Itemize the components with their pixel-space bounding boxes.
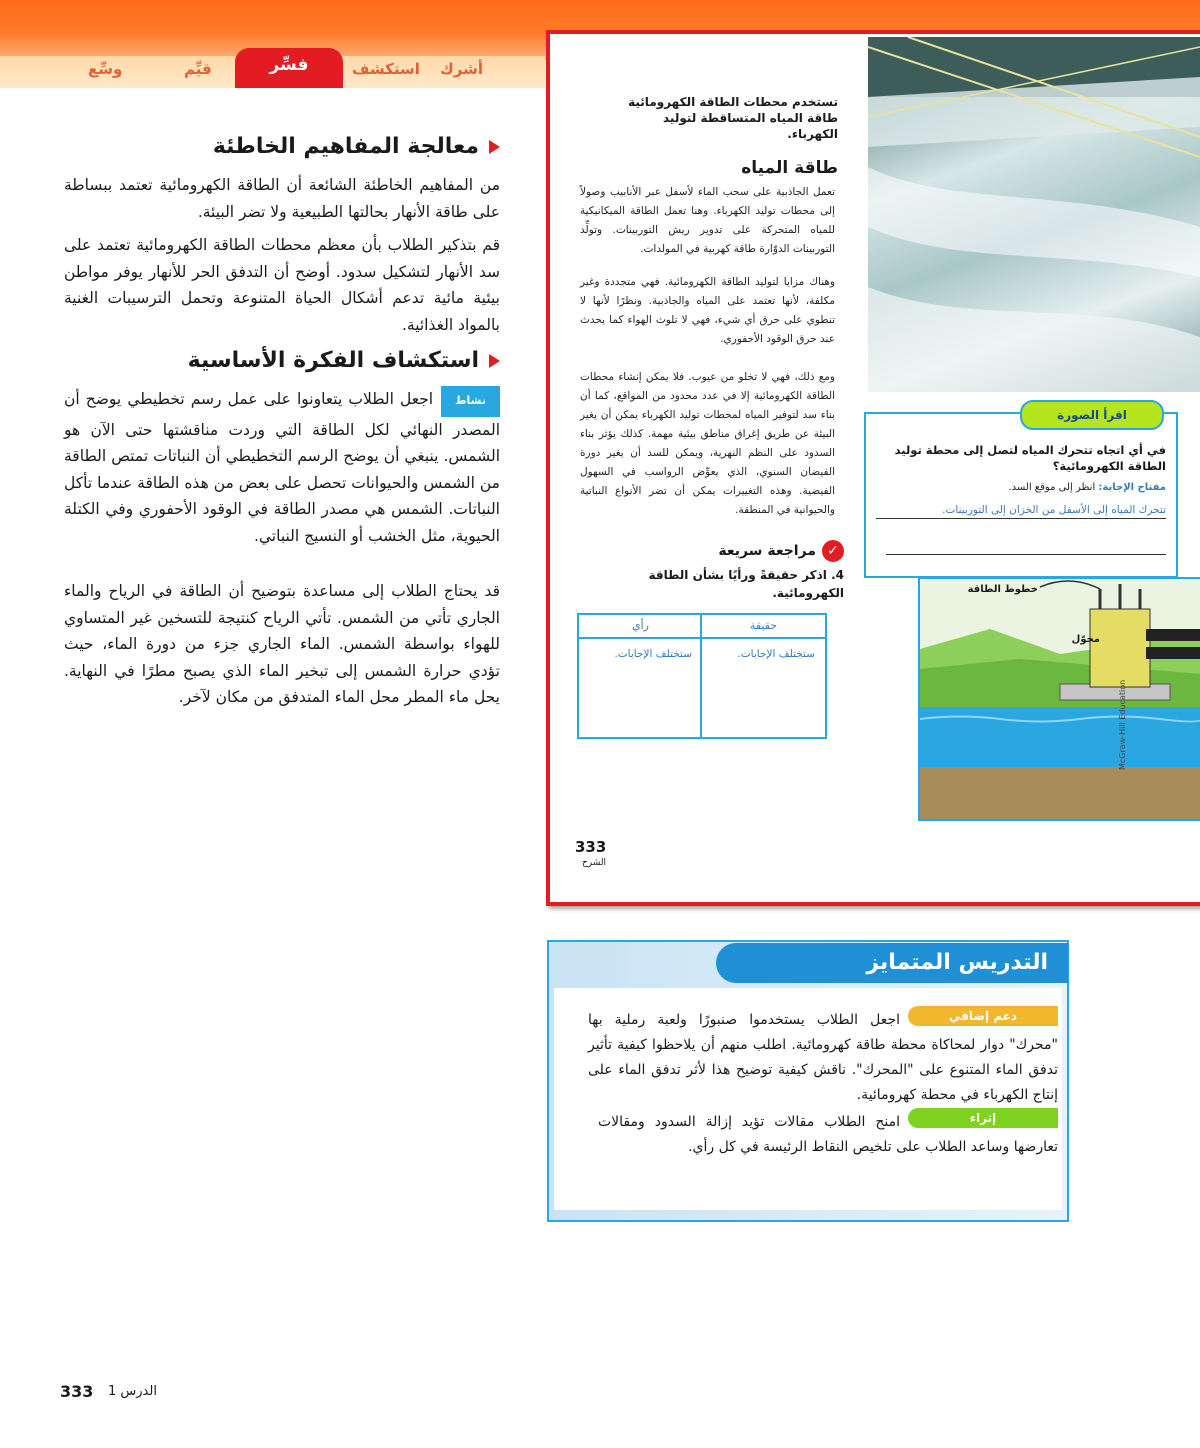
- power-lines-label: خطوط الطاقة: [967, 584, 1038, 595]
- tab-engage[interactable]: أشرك: [440, 60, 483, 78]
- differentiated-title: التدريس المتمايز: [716, 943, 1068, 983]
- misconceptions-heading: معالجة المفاهيم الخاطئة: [213, 134, 500, 159]
- fact-opinion-table: [577, 613, 827, 739]
- paragraph: قم بتذكير الطلاب بأن معظم محطات الطاقة الكهرومائية تعتمد على سد الأنهار لتشكيل سدود. أوضح أن التدفق الحر للأنهار يوفر مواطن بيئية مائية تدعم أشكال الحياة المتنوعة وتحمل الترسيبات الغنية بالمواد الغذائية.: [64, 236, 500, 334]
- footer-lesson: الدرس 1: [108, 1384, 157, 1399]
- tab-bar: [0, 56, 545, 88]
- dam-diagram: [918, 577, 1200, 821]
- reading-check-tab: اقرأ الصورة: [1020, 400, 1164, 430]
- triangle-icon: [489, 354, 500, 368]
- paragraph: ومع ذلك، فهي لا تخلو من عيوب. فلا يمكن إنشاء محطات الطاقة الكهرومائية إلا في عدد محدود من المواقع، كما أن بناء سد لتوفير المياه لمحطات توليد الكهرباء يمكن أن يغير البيئة عن طريق إغراق مناطق بيئية مهمة. كذلك يؤثر بناء السدود على النظم النهرية، ويمكن للسد أن يغير دورة الفيضان السنوي، الذي يعوِّض الرواسب في السهول الفيضية. وهذه التغييرات يمكن أن تضر الأنواع النباتية والحيوانية في المنطقة.: [580, 371, 835, 516]
- triangle-icon: [489, 140, 500, 154]
- clue-line: مفتاح الإجابة: انظر إلى موقع السد.: [1008, 482, 1166, 493]
- tab-explore[interactable]: استكشف: [352, 60, 420, 78]
- extra-support-tag: دعم إضافي: [908, 1006, 1058, 1026]
- table-cell: ستختلف الإجابات.: [737, 648, 815, 660]
- question-4: 4. اذكر حقيقةً ورأيًا بشأن الطاقة الكهرومائية.: [648, 568, 844, 600]
- diagram-art: [920, 579, 1200, 819]
- reading-answer: تتحرك المياه إلى الأسفل من الخزان إلى التوربينات.: [876, 504, 1166, 519]
- table-cell: ستختلف الإجابات.: [614, 648, 692, 660]
- explore-heading: استكشاف الفكرة الأساسية: [188, 348, 500, 373]
- footer-page-number: 333: [60, 1382, 94, 1401]
- activity-paragraph: نشاطاجعل الطلاب يتعاونوا على عمل رسم تخطيطي يوضح أن المصدر النهائي لكل الطاقة التي وردت مناقشتها حتى الآن هو الشمس. ينبغي أن يوضح الرسم التخطيطي أن النباتات تمتص الطاقة من الشمس والحيوانات تحصل على بعض من هذه الطاقة عندما تأكل النباتات. الشمس هي مصدر الطاقة في الوقود الأحفوري وفي الكتلة الحيوية، مثل الخشب أو النسيج النباتي.: [64, 386, 500, 549]
- differentiated-body: [554, 988, 1062, 1210]
- transformer-label: محوّل: [1071, 634, 1100, 645]
- check-icon: ✓: [822, 540, 844, 562]
- page-number: 333: [575, 838, 607, 856]
- tab-evaluate[interactable]: قيِّم: [184, 60, 212, 78]
- photo-credit: McGraw-Hill Education: [1118, 679, 1127, 770]
- column-header: حقيقة: [702, 615, 825, 639]
- paragraph: من المفاهيم الخاطئة الشائعة أن الطاقة الكهرومائية تعتمد ببساطة على طاقة الأنهار بحالتها الطبيعية ولا تضر البيئة.: [64, 176, 500, 221]
- tab-extend[interactable]: وسِّع: [88, 60, 123, 78]
- paragraph: تعمل الجاذبية على سحب الماء لأسفل عبر الأنابيب وصولاً إلى محطات توليد الكهرباء. وهنا تعمل الطاقة الميكانيكية للمياه المتحركة على تدوير ريش التوربينات. وتولِّد التوربينات الدوّارة طاقة كهربية في المولدات.: [580, 186, 835, 255]
- dam-photo-art: [868, 37, 1200, 392]
- column-header: رأي: [579, 615, 702, 639]
- extra-support-text: اجعل الطلاب يستخدموا صنبورًا ولعبة رملية بها "محرك" دوار لمحاكاة محطة طاقة كهرومائية. اطلب منهم أن يلاحظوا كيفية تأثير تدفق الماء المتنوع على "المحرك". ناقش كيفية توضيح هذا لأثر تدفق الماء على إنتاج الكهرباء في محطة كهرومائية.: [588, 1012, 1058, 1103]
- photo-caption: تستخدم محطات الطاقة الكهرومائية طاقة المياه المتساقطة لتوليد الكهرباء.: [628, 95, 838, 141]
- water-energy-heading: طاقة المياه: [741, 158, 838, 178]
- dam-photo: [868, 37, 1200, 392]
- tab-explain[interactable]: فسِّر: [235, 48, 343, 88]
- enrichment-tag: إثراء: [908, 1108, 1058, 1128]
- paragraph: وهناك مزايا لتوليد الطاقة الكهرومائية. فهي متجددة وغير مكلفة، لأنها تعتمد على المياه والجاذبية. ونظرًا لأنها لا تنطوي على حرق أي شيء، فهي لا تلوث الهواء كما يحدث عند حرق الوقود الأحفوري.: [580, 276, 835, 345]
- quick-review-heading: ✓مراجعة سريعة: [718, 540, 844, 562]
- activity-badge: نشاط: [441, 386, 500, 417]
- opinion-column: [579, 615, 702, 737]
- fact-column: [700, 615, 825, 737]
- enrichment-text: امنح الطلاب مقالات تؤيد إزالة السدود ومقالات تعارضها وساعد الطلاب على تلخيص النقاط الرئيسة في كل رأي.: [598, 1114, 1058, 1155]
- reading-question: في أي اتجاه تتحرك المياه لتصل إلى محطة توليد الطاقة الكهرومائية؟: [894, 443, 1166, 473]
- answer-line: [886, 554, 1166, 555]
- reading-check-box: [864, 408, 1178, 578]
- paragraph: قد يحتاج الطلاب إلى مساعدة بتوضيح أن الطاقة في الرياح والماء الجاري تأتي من الشمس. تأتي الرياح كنتيجة للتسخين غير المتساوي للهواء بواسطة الشمس. الماء الجاري جزء من دورة الماء، حيث تؤدي حرارة الشمس إلى تبخير الماء الذي يصبح مطرًا في النهاية. يحل ماء المطر محل الماء المتدفق من مكان لآخر.: [64, 582, 500, 706]
- page-section: الشرح: [582, 858, 607, 868]
